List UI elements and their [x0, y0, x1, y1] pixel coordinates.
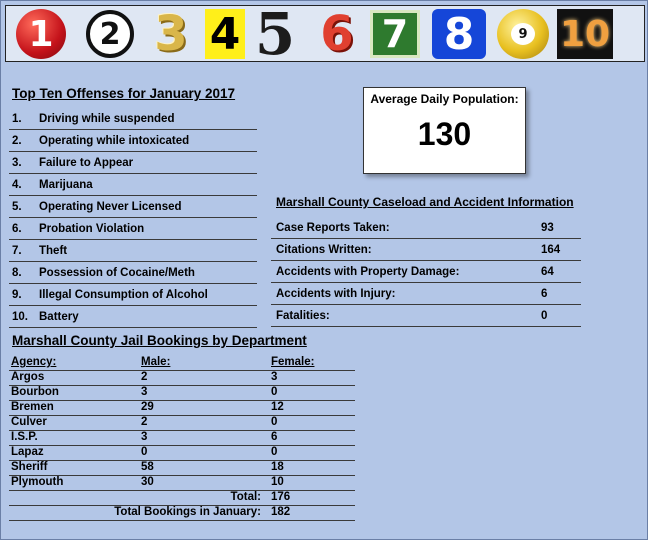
total-value: 176 [271, 491, 291, 503]
number-six-icon: 6 [320, 6, 354, 62]
agency-header: Agency: [11, 356, 57, 368]
offense-row: 1. Driving while suspended [9, 108, 257, 130]
offense-row: 5. Operating Never Licensed [9, 196, 257, 218]
bookings-header-row [9, 356, 355, 371]
caseload-row: Accidents with Property Damage: 64 [271, 261, 581, 283]
number-banner [5, 0, 645, 68]
table-row: Bremen 29 12 [9, 401, 355, 416]
offense-row: 7. Theft [9, 240, 257, 262]
number-seven-icon: 7 [366, 8, 424, 60]
caseload-row: Citations Written: 164 [271, 239, 581, 261]
offense-row: 3. Failure to Appear [9, 152, 257, 174]
population-box [363, 87, 526, 174]
offense-row: 6. Probation Violation [9, 218, 257, 240]
table-row: Plymouth 30 10 [9, 476, 355, 491]
number-nine-ball-icon: 9 [494, 8, 552, 60]
total-row [9, 491, 355, 506]
table-row: I.S.P. 3 6 [9, 431, 355, 446]
number-three-icon: 3 [154, 6, 188, 62]
caseload-row: Fatalities: 0 [271, 305, 581, 327]
january-total-value: 182 [271, 506, 291, 518]
total-label: Total: [230, 491, 261, 503]
january-total-row [9, 506, 355, 521]
caseload-row: Accidents with Injury: 6 [271, 283, 581, 305]
offense-row: 10. Battery [9, 306, 257, 328]
female-header: Female: [271, 356, 315, 368]
number-four-icon: 4 [196, 8, 254, 60]
table-row: Bourbon 3 0 [9, 386, 355, 401]
number-one-icon: 1 [12, 8, 70, 60]
table-row: Argos 2 3 [9, 371, 355, 386]
population-label: Average Daily Population: [370, 92, 519, 106]
caseload-row: Case Reports Taken: 93 [271, 217, 581, 239]
january-total-label: Total Bookings in January: [114, 506, 261, 518]
number-ten-icon: 10 [556, 8, 614, 60]
offense-row: 2. Operating while intoxicated [9, 130, 257, 152]
number-eight-icon: 8 [430, 8, 488, 60]
number-five-icon: 5 [254, 0, 296, 68]
offense-row: 4. Marijuana [9, 174, 257, 196]
offense-row: 9. Illegal Consumption of Alcohol [9, 284, 257, 306]
bookings-title: Marshall County Jail Bookings by Department [12, 333, 307, 348]
number-two-icon: 2 [81, 8, 139, 60]
population-value: 130 [417, 116, 472, 152]
caseload-title: Marshall County Caseload and Accident Information [276, 195, 574, 209]
table-row: Sheriff 58 18 [9, 461, 355, 476]
male-header: Male: [141, 356, 171, 368]
offenses-title: Top Ten Offenses for January 2017 [12, 86, 236, 101]
table-row: Lapaz 0 0 [9, 446, 355, 461]
offense-row: 8. Possession of Cocaine/Meth [9, 262, 257, 284]
table-row: Culver 2 0 [9, 416, 355, 431]
